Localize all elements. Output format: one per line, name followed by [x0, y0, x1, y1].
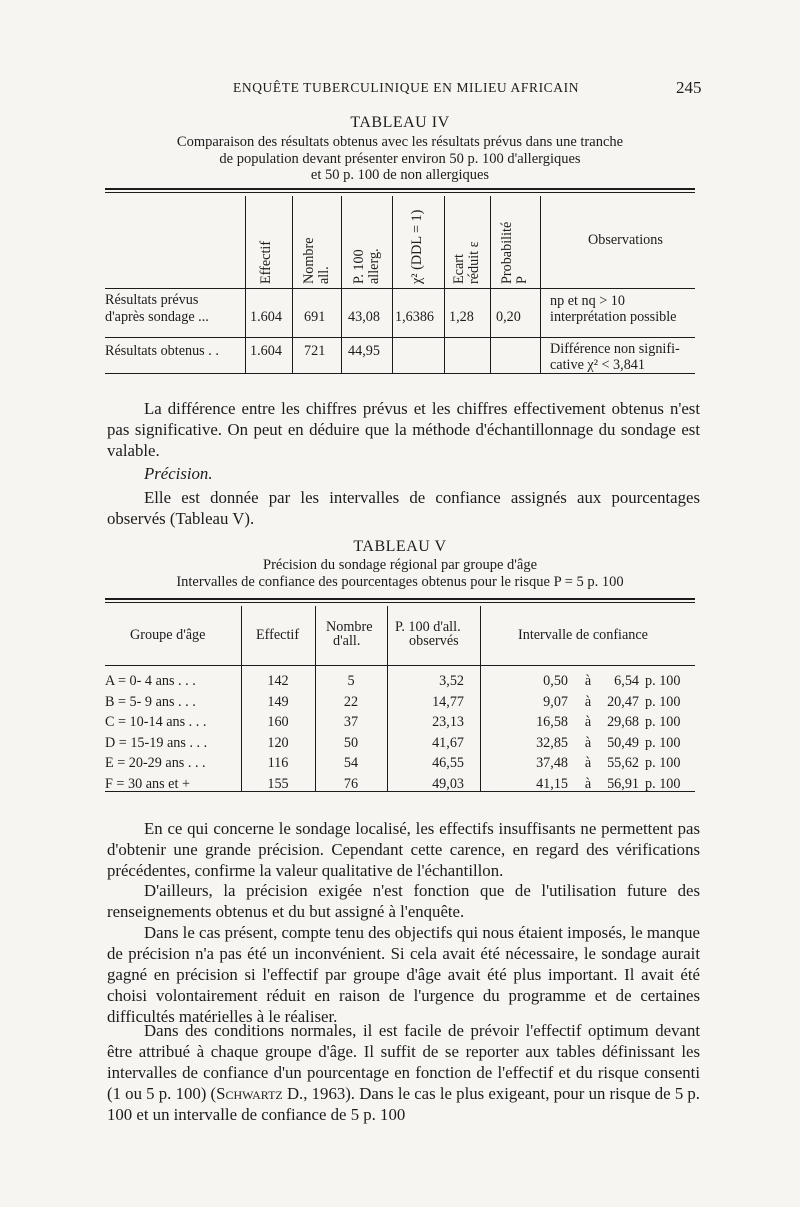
table5-cell-groupe: F = 30 ans et + — [105, 775, 190, 792]
table4-header-p100: P. 100 allerg. — [351, 248, 382, 284]
body-paragraph: Dans des conditions normales, il est facile de prévoir l'effectif optimum devant être attribué à chaque groupe d'âge. Il suffit de se reporter aux tables définissant les intervalles de confiance d'un pourcentage en fonction de l'effectif et du risque consenti (1 ou 5 p. 100) (Schwartz D., 1963). Dans le cas le plus exigeant, pour un risque de 5 p. 100 et un intervalle de confiance de 5 p. 100 — [107, 1021, 701, 1124]
running-title: ENQUÊTE TUBERCULINIQUE EN MILIEU AFRICAIN — [233, 80, 580, 95]
body-paragraph: D'ailleurs, la précision exigée n'est fonction que de l'utilisation future des renseignements obtenus et du but assigné à l'enquête. — [107, 881, 700, 921]
table4-cell: 1,28 — [449, 309, 474, 325]
table4-observation: Différence non signifi- — [550, 341, 680, 357]
table4-observation: np et nq > 10 — [550, 293, 625, 309]
author-name: Schwartz — [216, 1084, 283, 1103]
table5-cell-groupe: B = 5- 9 ans . . . — [105, 693, 196, 710]
table5-cell-effectif: 116 — [267, 755, 289, 771]
table5-cell-p100: 14,77 — [432, 693, 464, 710]
table5-cell-lower: 9,07 — [543, 693, 568, 710]
table5-cell-lower: 16,58 — [536, 714, 568, 730]
table5-cell-upper: 29,68 — [607, 714, 639, 730]
table4-observation: cative χ² < 3,841 — [550, 357, 645, 373]
table5-cell-nombre: 50 — [343, 734, 359, 751]
table-rule — [105, 665, 695, 666]
table4-header-chi2: χ² (DDL = 1) — [409, 209, 425, 284]
table5-title: TABLEAU V — [353, 538, 447, 555]
table5-cell-groupe: A = 0- 4 ans . . . — [105, 673, 196, 689]
table5-cell-p100: 23,13 — [432, 714, 464, 730]
table4-cell: 721 — [304, 343, 326, 359]
table5-cell-nombre: 22 — [343, 693, 359, 710]
table-rule — [105, 602, 695, 603]
table5-caption-line: Précision du sondage régional par groupe d'âge — [263, 557, 537, 573]
section-heading-precision: Précision. — [144, 464, 213, 483]
table4-cell: 1,6386 — [395, 309, 435, 325]
table4-header-proba: Probabilité P — [499, 221, 530, 284]
table5-cell-a: à — [584, 755, 592, 771]
table5-cell-groupe: E = 20-29 ans . . . — [105, 755, 206, 771]
table5-header-groupe: Groupe d'âge — [130, 627, 206, 643]
table4-header-ecart: Ecart réduit ε — [451, 241, 482, 284]
table5-cell-unit: p. 100 — [645, 693, 681, 710]
table5-cell-upper: 55,62 — [607, 755, 639, 771]
table5-cell-effectif: 155 — [267, 775, 289, 792]
table5-cell-lower: 0,50 — [543, 673, 568, 689]
table5-cell-a: à — [584, 775, 592, 792]
table4-header-effectif: Effectif — [258, 240, 274, 284]
table5-cell-upper: 6,54 — [614, 673, 639, 689]
table5-cell-unit: p. 100 — [645, 755, 681, 771]
table5-cell-upper: 20,47 — [607, 693, 639, 710]
table5-header-effectif: Effectif — [256, 627, 300, 643]
table4-caption-line: Comparaison des résultats obtenus avec les résultats prévus dans une tranche — [176, 134, 624, 150]
body-paragraph: Elle est donnée par les intervalles de confiance assignés aux pourcentages observés (Tableau V). — [107, 488, 700, 528]
table5-cell-p100: 46,55 — [432, 755, 464, 771]
table5-cell-upper: 50,49 — [607, 734, 639, 751]
table5-cell-unit: p. 100 — [645, 714, 681, 730]
table5-cell-effectif: 149 — [267, 693, 289, 710]
table5-cell-unit: p. 100 — [645, 734, 681, 751]
body-paragraph: La différence entre les chiffres prévus et les chiffres effectivement obtenus n'est pas significative. On peut en déduire que la méthode d'échantillonnage du sondage est valable. — [107, 399, 700, 460]
table4-cell: 1.604 — [250, 309, 282, 325]
table5-caption-line: Intervalles de confiance des pourcentages obtenus pour le risque P = 5 p. 100 — [176, 574, 624, 590]
table5-cell-a: à — [584, 673, 592, 689]
table4-caption-line: et 50 p. 100 de non allergiques — [310, 167, 490, 183]
table4-header-nombre: Nombre all. — [301, 237, 332, 284]
table5-cell-nombre: 76 — [343, 775, 359, 792]
table5-cell-a: à — [584, 714, 592, 730]
table4-cell: 44,95 — [348, 343, 380, 359]
table5-cell-lower: 41,15 — [536, 775, 568, 792]
table5-cell-nombre: 54 — [343, 755, 359, 771]
table4-caption-line: de population devant présenter environ 50 p. 100 d'allergiques — [219, 151, 581, 167]
table5-cell-upper: 56,91 — [607, 775, 639, 792]
table5-cell-p100: 41,67 — [432, 734, 464, 751]
table5-cell-effectif: 120 — [267, 734, 289, 751]
table5-cell-lower: 32,85 — [536, 734, 568, 751]
body-paragraph: En ce qui concerne le sondage localisé, les effectifs insuffisants ne permettent pas d'obtenir une grande précision. Cependant cette carence, en regard des vérifications précédentes, confirme la valeur qualitative de l'échantillon. — [107, 819, 700, 880]
table5-cell-effectif: 160 — [267, 714, 289, 730]
table4-title: TABLEAU IV — [350, 114, 450, 131]
table5-header-nombre: Nombre — [326, 619, 373, 635]
table4-cell: 691 — [304, 309, 326, 325]
table5-header-p100: P. 100 d'all. — [395, 619, 461, 635]
table5-cell-groupe: C = 10-14 ans . . . — [105, 714, 207, 730]
table4-row-label: Résultats obtenus . . — [105, 343, 219, 359]
table5-cell-lower: 37,48 — [536, 755, 568, 771]
body-paragraph: Dans le cas présent, compte tenu des objectifs qui nous étaient imposés, le manque de précision n'a pas été un inconvénient. Si cela avait été nécessaire, le sondage aurait gagné en précision si l'effectif par groupe d'âge avait été plus important. Il avait été choisi volontairement réduit en raison de l'urgence du programme et de certaines difficultés matérielles à le réaliser. — [107, 923, 700, 1026]
table5-cell-nombre: 5 — [347, 673, 355, 689]
table4-cell: 1.604 — [250, 343, 282, 359]
table5-cell-groupe: D = 15-19 ans . . . — [105, 734, 208, 751]
table5-header-intervalle: Intervalle de confiance — [518, 627, 648, 643]
table4-cell: 43,08 — [348, 309, 380, 325]
table5-cell-effectif: 142 — [267, 673, 289, 689]
table4-row-label: d'après sondage ... — [105, 309, 209, 325]
table5-header-p100: observés — [409, 633, 459, 649]
page-number: 245 — [676, 78, 702, 97]
table5-cell-p100: 49,03 — [432, 775, 464, 792]
table4-header-observations: Observations — [588, 232, 663, 248]
table-rule — [105, 598, 695, 600]
table5-cell-unit: p. 100 — [645, 775, 681, 792]
table5-header-nombre: d'all. — [333, 633, 361, 649]
table5-cell-nombre: 37 — [343, 714, 359, 730]
table5-cell-unit: p. 100 — [645, 673, 681, 689]
table5-cell-a: à — [584, 693, 592, 710]
table5-cell-a: à — [584, 734, 592, 751]
table4-row-label: Résultats prévus — [105, 292, 199, 308]
table4-cell: 0,20 — [496, 309, 521, 325]
table4-observation: interprétation possible — [550, 309, 677, 325]
table5-cell-p100: 3,52 — [439, 673, 464, 689]
